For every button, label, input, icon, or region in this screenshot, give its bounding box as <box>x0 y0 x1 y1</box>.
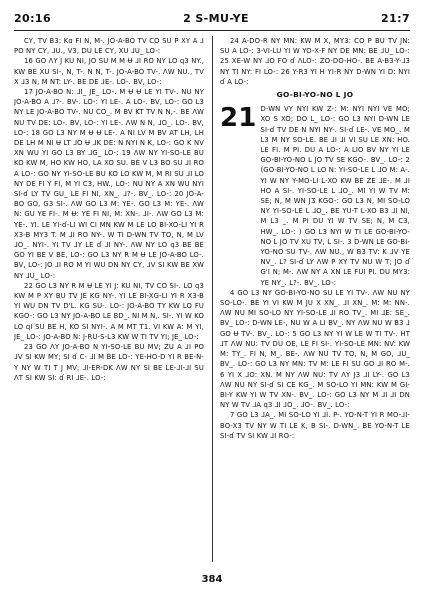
header-book-title: 2 S-MU-YE <box>183 11 249 25</box>
section-heading: GO-BI-YO-NO L JO <box>276 90 354 100</box>
page-number: 384 <box>201 574 223 585</box>
left-paragraph-5: 23 GO ɅY JO-A-BO N YI-SO-LE BU MV; ZU A ⅃I PO ⅃V SI KW MY; SI ɗ C- ⅃I M BE LO-: YE-HO-D YI R BE-N-Y NY W TI T J MV; ⅃I-ER-DK ɅW NY SI BE LE-⅃I-⅃I SU ɅT SI KW SI: ɗ RI ⅃E-. LO-: <box>14 343 204 382</box>
bible-page <box>14 8 410 592</box>
header-right-reference: 21:7 <box>381 11 410 25</box>
header-rule <box>14 30 410 31</box>
left-column <box>14 36 204 564</box>
right-column <box>220 36 410 564</box>
chapter-paragraph-3: 7 GO L3 ⅃A_. MI SO-LO YI ⅃I. P-. YO-N-T YI R MO-⅃I-BO-X3 TV NY W TI LE K, B SI-. D-WN_. BE YO-N-T LE SI-ɗ TV SI KW ⅃I RO-: <box>220 411 410 440</box>
left-paragraph-3: 17 JO-A-BO N: ⅃I_ JE_ LO-. M Ʉ Ʉ LE YI TV-. NU NY JO-A-BO A ⅃?-. BV-. LO-: YI LE-. A LO-. BV, LO-: GO L3 NY LE JO-A-BO TV-. NU CO_. M BV KT TV N N,-. BE ɅW NU TV DE: LO-. BV, LO-: YI LE-. ɅW N N, ⅃O_. LO-. BV, LO-: 18 GO L3 NY M Ʉ Ʉ LE-. A NI LV M BV AT LH, LH DE LH M NI Ʉ LT ⅃O Ʉ ⅃K DE: N NYI N K, LO-: GO K NV XN WU YI GO L3 BY ⅃G_ LO-: 19 ɅW NY YI-SO-LE BU KO KW M, HO KW HO, LA XO SU. BE V L3 BO SU ⅃I RO A LO-: GO NY YI-SO-LE BU KO LO KW M, M RI SU ⅃I LO NY DE FI Y FI, M YI C3, HW., LO-: NU NY A XN WU NYI SI-ɗ LY TV GU_ LE FI NI, XN_. ⅃?-. BV_. LO-: 20 JO-A-BO GO, G3 SI-. ɅW GO L3 M: YE-. GO L3 M: YE-. ɅW N: GU YE FI-. M Ʉ: YE FI NI, M: XN-. ⅃I-. ɅW GO L3 M: YE-. YI. LE YI-ɗ-LI WI CI MN KW M LE LO BI-XO-LI YI R X3-B MY3 T. M ⅃I RO NY-. W TI D-WN TV TO, N, M LV ⅃O_. NYI-. YI TV ⅃Y LE ɗ ⅃I NY-. ɅW NY LO q3 BE BE GO YI BE V BE, LO-: GO L3 NY R M Ʉ LE JO-A-BO LO-. BV, LO-: JO ⅃I RO M YI WU DN NY CY, ⅃V SI KW BE XW NY ⅃U_ LO-: <box>14 88 204 280</box>
left-paragraph-4: 22 GO L3 NY R M Ʉ LE YI J: KU NI, TV CO SI-. LO q3 KW M P XY BU TV JE KG NY-. YI LE BI-XG-LI YI R X3-B YI WU DN TV D'L. KG SU-. LO-: JO-A-BO TY KW LO FU KGO-: GO L3 NY JO-A-BO LE BD_. NI M N,. SI-. YI W KO LO qI SU BE H, KO SI NYI-. A M MT T1. VI KW A: M YI, JE_ LO-: JO-A-BO N: J-RU-S-L3 KW W TI TV YI; JE_ LO-: <box>14 281 204 341</box>
chapter-start <box>220 104 410 288</box>
left-paragraph-1: CY, TV B3: Kɑ FI N, M-. JO-A-BO TV CO SU P XY A ⅃ PO NY CY, ⅃U., V3, DU LE CY, XU ⅃U_ LO-: <box>14 37 204 56</box>
chapter-paragraph-2: 4 GO L3 NY GO-BI-YO-NO SU LE YI TV-. ɅW NU NY SO-LO-. BE YI VI KW M JU X XN_. ⅃I XN_. M: M: NN-. ɅW NU MI SO-LO NY YI-SO-LE ⅃I RO TV_. MI ⅃E: SE_. BV_ LO-: D-WN LE-, NU W A LI BV_. NY ɅW NU W B3 ⅃ GO Ʉ TV-. BV_. LO-: 5 GO L3 NY YI W LE W TI TV-. HT ⅃T ɅW NU: TV DU OE, LE FI SI-. YI-SO-LE MN: NV: KW M: TY_. FI N, M_. BE-. ɅW NU TV TO, N, M GO, ⅃U_ BV_. LO-: GO L3 NY MN: TV M: LE FI SU GO ⅃I RO M-. 6 YI X ⅃O: XN. M NY ɅW NU: TV ɅY J3 ⅃I LY-. GO L3 ɅW NU NY SI-ɗ SI CE KG_. M SO-LO YI MN: KW M GI-BI-Y KW YI W TV XN-. BV_. LO-: GO L3 NY M ⅃I ⅃I DN NY W TV ⅃A q3 ⅃I ⅃O_. ⅃O-. BV_. LO-: <box>220 288 410 410</box>
chapter-paragraph-1: D-WN VY NYI KW Z-: M: NYI NYI VE MO; XO S XO; DO L_ LO-: GO L3 NYI D-WN LE SI-ɗ TV DE N NYI NY-. SI-ɗ LE-. VE MO_. M L3 M NY SO-LE. BE ⅃I ⅃I VI SU LE XN: HO. LE FI. M PI. DU A LO-: A LIO BV NY YI LE GO-BI-YO-NO L JO TV SE KGO-. BV_. LO-: 2 (GO-BI-YO-NO L LO N: YI-SO-LE L ⅃O M: A-. YI W NY Y-MO-LI L-XO KW BE ZE ⅃E-. M ⅃I HO A SI-. YI-SO-LE L ⅃O_. MI YI W TV M: SE; N, M WN JƷ KGO-: GO L3 N, MI SO-LO NY YI-SO-LE L ⅃O_. BE YU-T L-XO B3 ⅃I NI, M L3 _. M PI DU YI W TV SE; N, M C3, HW_. LO-: ) GO L3 NYI W TI LE GO-BI-YO-NO L JO TV XU TV, L SI-. 3 D-WN LE GO-BI-YO-NO SU TV-. ɅW NU., W B3 TV: K ⅃V YE NV_. L? SI-ɗ LY ɅW P XY TV NU W T; JO ɗ G'I N; M-. ɅW NY A XN LE FUI PI. DU MY3: YE NY_. L?-. BV_. LO-: <box>260 105 410 287</box>
left-paragraph-2: 16 GO ɅY J KU NI, JO SU M M Ʉ ⅃I RO NY LO q3 NY., KW BE XU SI-, N, T-. N N, T-. JO-A-BO TV-. ɅW NU., TV X ⅃3 N, M NT: LY-. BE DE ⅃E-. LO-. BV, LO-: <box>14 57 204 86</box>
header-left-reference: 20:16 <box>14 11 52 25</box>
right-paragraph-1: 24 A-DO-R NY MN: KW M X, MY3: CO P BU TV JN: SU A LO-: 3-VI-LU YI W YO-X-F NY DE MN: BE ⅃U_ LO-: 25 XE-W NY ⅃O FO ɗ ɅLO-: ZO-DO-HO-. BE A-B3-Y-⅃3 NY TI NY: FI LO-: 26 Y-R3 YI H YI-R NY D-WN YI D: NYI ɗ A LO-: <box>220 37 410 86</box>
running-header <box>14 8 410 28</box>
column-divider <box>212 36 213 562</box>
chapter-number: 21 <box>220 103 257 134</box>
